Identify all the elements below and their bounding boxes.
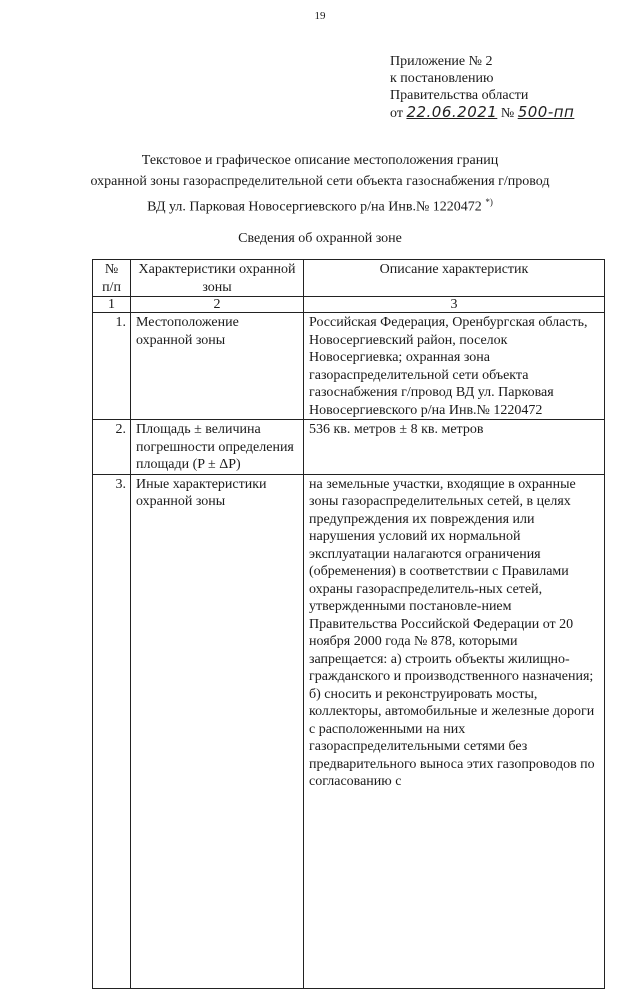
- col-number-1: 1: [93, 297, 131, 313]
- title-line-2: охранной зоны газораспределительной сети объекта газоснабжения г/провод: [90, 174, 550, 189]
- row-description: 536 кв. метров ± 8 кв. метров: [304, 420, 605, 475]
- table-row: [93, 474, 605, 988]
- handwritten-date: 22.06.2021: [406, 103, 498, 121]
- footnote-marker: *): [485, 197, 493, 207]
- table-row: [93, 420, 605, 475]
- title-line-3-text: ВД ул. Парковая Новосергиевского р/на Инв.№ 1220472: [147, 199, 482, 215]
- row-characteristic: Местоположение охранной зоны: [131, 313, 304, 420]
- row-characteristic: Площадь ± величина погрешности определения площади (P ± ΔP): [131, 420, 304, 475]
- handwritten-number: 500-пп: [517, 103, 575, 121]
- row-description: на земельные участки, входящие в охранные зоны газораспределительных сетей, в целях предупреждения их повреждения или нарушения условий их нормальной эксплуатации налагаются ограничения (обременения) в соответствии с Правилами охраны газораспределитель-ных сетей, утвержденными постановле-нием Правительства Российской Федерации от 20 ноября 2000 года № 878, которыми запрещается: а) строить объекты жилищно-гражданского и производственного назначения; б) сносить и реконструировать мосты, коллекторы, автомобильные и железные дороги с расположенными на них газораспределительными сетями без предварительного выноса этих газопроводов по согласованию с: [304, 474, 605, 988]
- appendix-date-line: [390, 104, 574, 122]
- column-number-row: [93, 297, 605, 313]
- row-number: 3.: [93, 474, 131, 988]
- zone-info-table: [92, 259, 605, 989]
- header-characteristic: Характеристики охранной зоны: [131, 260, 304, 297]
- date-prefix: от: [390, 106, 403, 121]
- section-subtitle: Сведения об охранной зоне: [238, 231, 402, 246]
- number-prefix: №: [500, 106, 515, 121]
- col-number-3: 3: [304, 297, 605, 313]
- table-row: [93, 313, 605, 420]
- row-description: Российская Федерация, Оренбургская область, Новосергиевский район, поселок Новосергиевка; охранная зона газораспределительной сети объекта газоснабжения г/провод ВД ул. Парковая Новосергиевского р/на Инв.№ 1220472: [304, 313, 605, 420]
- appendix-line-3: Правительства области: [390, 88, 529, 103]
- page-number: 19: [314, 10, 326, 22]
- appendix-line-1: Приложение № 2: [390, 54, 493, 69]
- appendix-line-2: к постановлению: [390, 71, 494, 86]
- header-number: № п/п: [93, 260, 131, 297]
- table-header-row: [93, 260, 605, 297]
- title-line-3: [0, 193, 640, 217]
- row-number: 2.: [93, 420, 131, 475]
- col-number-2: 2: [131, 297, 304, 313]
- row-number: 1.: [93, 313, 131, 420]
- header-description: Описание характеристик: [304, 260, 605, 297]
- title-line-1: Текстовое и графическое описание местоположения границ: [141, 153, 499, 168]
- row-characteristic: Иные характеристики охранной зоны: [131, 474, 304, 988]
